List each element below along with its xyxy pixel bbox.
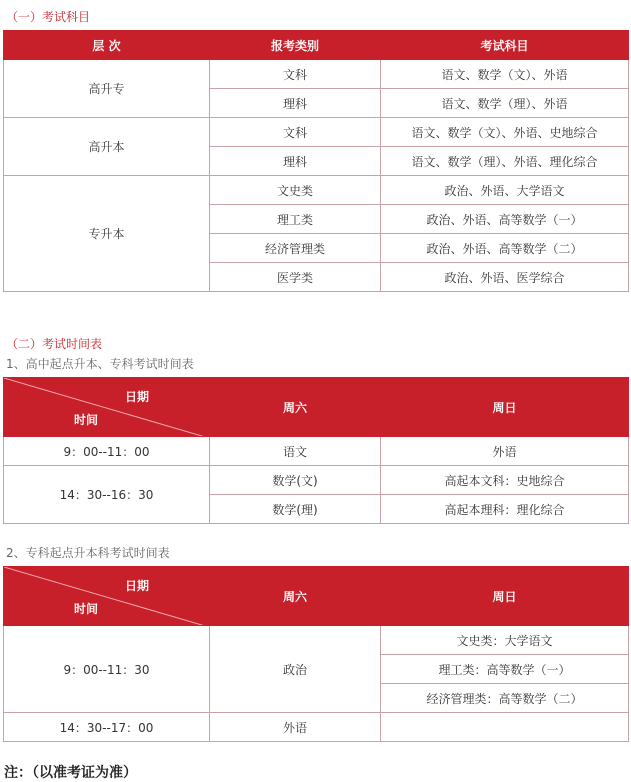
header-date: 日期 — [124, 390, 149, 404]
saturday-cell: 语文 — [210, 437, 381, 466]
sunday-cell: 外语 — [381, 437, 629, 466]
schedule-table-1 — [3, 377, 629, 524]
category-cell: 医学类 — [210, 263, 381, 292]
diagonal-header — [4, 567, 210, 626]
subjects-cell: 政治、外语、高等数学（二） — [381, 234, 629, 263]
category-cell: 文科 — [210, 60, 381, 89]
subjects-cell: 政治、外语、高等数学（一） — [381, 205, 629, 234]
subjects-cell: 语文、数学（理）、外语、理化综合 — [381, 147, 629, 176]
header-saturday: 周六 — [210, 378, 381, 437]
level-cell: 高升专 — [4, 60, 210, 118]
category-cell: 文科 — [210, 118, 381, 147]
level-cell: 专升本 — [4, 176, 210, 292]
time-cell: 9：00--11：00 — [4, 437, 210, 466]
saturday-cell: 数学(文) — [210, 466, 381, 495]
section-title-subjects: （一）考试科目 — [6, 10, 91, 24]
header-saturday: 周六 — [210, 567, 381, 626]
saturday-cell: 外语 — [210, 713, 381, 742]
subjects-cell: 语文、数学（文）、外语、史地综合 — [381, 118, 629, 147]
diagonal-line — [4, 567, 210, 626]
sunday-cell: 理工类：高等数学（一） — [381, 655, 629, 684]
sunday-cell — [381, 713, 629, 742]
schedule2-subtitle: 2、专科起点升本科考试时间表 — [6, 546, 170, 560]
time-cell: 14：30--16：30 — [4, 466, 210, 524]
schedule-table-2 — [3, 566, 629, 742]
category-cell: 理科 — [210, 89, 381, 118]
sunday-cell: 经济管理类：高等数学（二） — [381, 684, 629, 713]
header-date: 日期 — [124, 579, 149, 593]
header-subjects: 考试科目 — [381, 31, 629, 60]
header-level: 层 次 — [4, 31, 210, 60]
header-category: 报考类别 — [210, 31, 381, 60]
section-title-schedule: （二）考试时间表 — [6, 337, 103, 351]
diagonal-line — [4, 378, 210, 437]
category-cell: 经济管理类 — [210, 234, 381, 263]
schedule1-subtitle: 1、高中起点升本、专科考试时间表 — [6, 357, 194, 371]
level-cell: 高升本 — [4, 118, 210, 176]
time-cell: 14：30--17：00 — [4, 713, 210, 742]
header-sunday: 周日 — [381, 378, 629, 437]
subjects-cell: 语文、数学（文）、外语 — [381, 60, 629, 89]
admission-ticket-note: 注：（以准考证为准） — [4, 765, 137, 781]
subjects-cell: 政治、外语、大学语文 — [381, 176, 629, 205]
subjects-cell: 语文、数学（理）、外语 — [381, 89, 629, 118]
saturday-cell: 政治 — [210, 626, 381, 713]
category-cell: 文史类 — [210, 176, 381, 205]
subjects-table — [3, 30, 629, 292]
header-time: 时间 — [74, 413, 99, 427]
category-cell: 理工类 — [210, 205, 381, 234]
sunday-cell: 文史类：大学语文 — [381, 626, 629, 655]
diagonal-header — [4, 378, 210, 437]
header-sunday: 周日 — [381, 567, 629, 626]
saturday-cell: 数学(理) — [210, 495, 381, 524]
sunday-cell: 高起本理科：理化综合 — [381, 495, 629, 524]
time-cell: 9：00--11：30 — [4, 626, 210, 713]
subjects-cell: 政治、外语、医学综合 — [381, 263, 629, 292]
category-cell: 理科 — [210, 147, 381, 176]
sunday-cell: 高起本文科：史地综合 — [381, 466, 629, 495]
header-time: 时间 — [74, 602, 99, 616]
